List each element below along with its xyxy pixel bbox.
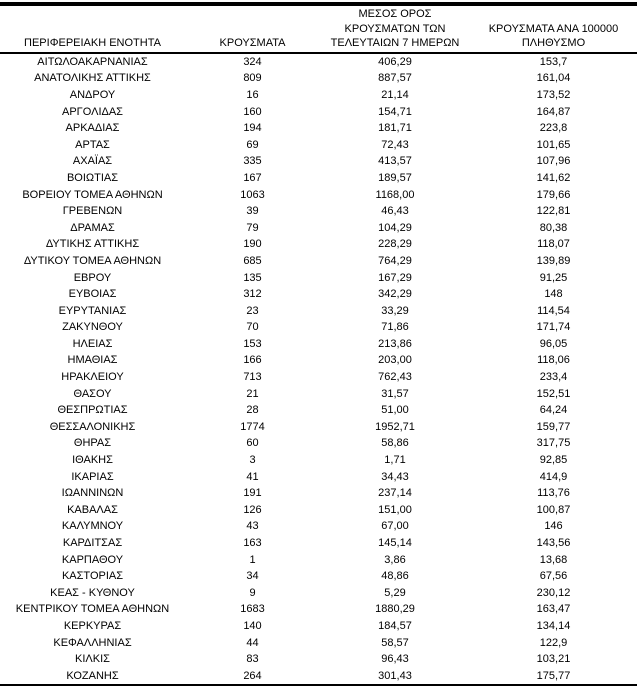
region-cell: ΙΩΑΝΝΙΝΩΝ [61,487,124,500]
table-row [0,635,637,652]
table-row [0,220,637,237]
region-cell: ΑΡΤΑΣ [75,138,110,151]
per100k-cell: 91,25 [539,271,568,284]
cases-cell: 264 [243,669,262,682]
per100k-cell: 13,68 [539,553,568,566]
per100k-cell: 118,06 [537,354,570,367]
table-row [0,236,637,253]
per100k-cell: 230,12 [536,586,571,599]
col-header-cases [185,4,320,53]
per100k-cell: 101,65 [536,138,571,151]
col-header-per100k-line1: ΚΡΟΥΣΜΑΤΑ ΑΝΑ 100000 [488,22,619,35]
cases-cell: 39 [246,205,259,218]
table-row [0,270,637,287]
cases-cell: 9 [249,586,256,599]
region-cell: ΙΘΑΚΗΣ [72,454,113,467]
cases-cell: 69 [246,138,259,151]
cases-cell: 83 [246,653,259,666]
region-cell: ΔΥΤΙΚΟΥ ΤΟΜΕΑ ΑΘΗΝΩΝ [23,254,162,267]
region-cell: ΘΗΡΑΣ [73,437,112,450]
avg7-cell: 1,71 [384,454,406,467]
avg7-cell: 213,86 [378,337,412,350]
per100k-cell: 233,4 [539,371,568,384]
cases-cell: 312 [243,288,262,301]
cases-cell: 1063 [240,188,265,201]
cases-cell: 3 [249,454,256,467]
per100k-cell: 179,66 [536,188,571,201]
avg7-cell: 3,86 [384,553,406,566]
region-cell: ΚΑΡΔΙΤΣΑΣ [62,537,123,549]
col-header-region-label: ΠΕΡΙΦΕΡΕΙΑΚΗ ΕΝΟΤΗΤΑ [24,37,161,50]
cases-cell: 167 [243,171,262,184]
region-cell: ΚΑΛΥΜΝΟΥ [61,520,124,533]
per100k-cell: 173,52 [536,88,571,101]
avg7-cell: 184,57 [378,619,412,632]
avg7-cell: 51,00 [381,404,409,417]
per100k-cell: 122,81 [536,205,571,218]
cases-cell: 153 [243,337,262,350]
region-cell: ΚΕΑΣ - ΚΥΘΝΟΥ [50,586,135,599]
cases-cell: 324 [243,55,262,68]
table-row [0,668,637,686]
region-cell: ΑΝΔΡΟΥ [69,88,116,101]
region-cell: ΚΟΖΑΝΗΣ [66,669,119,682]
region-cell: ΘΑΣΟΥ [73,387,112,400]
avg7-cell: 21,14 [381,88,409,101]
table-header [0,4,637,53]
cases-cell: 1683 [240,603,265,616]
cases-cell: 21 [246,387,259,400]
cases-cell: 166 [243,354,262,367]
per100k-cell: 148 [544,288,563,301]
per100k-cell: 161,04 [536,72,571,85]
table-row [0,286,637,303]
cases-cell: 28 [246,404,259,417]
cases-cell: 16 [246,88,259,101]
region-cell: ΚΑΣΤΟΡΙΑΣ [61,570,124,583]
table-row [0,618,637,635]
avg7-cell: 764,29 [378,254,412,267]
table-row [0,601,637,618]
per100k-cell: 159,77 [536,420,571,433]
per100k-cell: 64,24 [539,404,568,417]
table-row [0,518,637,535]
cases-cell: 713 [243,371,262,384]
cases-cell: 685 [243,254,262,267]
avg7-cell: 413,57 [378,155,412,168]
avg7-cell: 228,29 [378,238,412,251]
region-cell: ΗΜΑΘΙΑΣ [67,354,118,367]
per100k-cell: 103,21 [536,653,571,666]
region-cell: ΗΡΑΚΛΕΙΟΥ [61,371,124,384]
per100k-cell: 67,56 [539,570,568,583]
region-cell: ΔΡΑΜΑΣ [70,221,115,234]
avg7-cell: 1880,29 [375,603,415,616]
table-row [0,435,637,452]
avg7-cell: 762,43 [378,371,412,384]
per100k-cell: 164,87 [536,105,571,118]
cases-cell: 34 [246,570,259,583]
col-header-avg7days-line3: ΤΕΛΕΥΤΑΙΩΝ 7 ΗΜΕΡΩΝ [330,37,460,50]
cases-cell: 809 [243,72,262,85]
regional-cases-table [0,2,637,686]
col-header-avg7days-line1: ΜΕΣΟΣ ΟΡΟΣ [358,8,432,20]
table-row [0,137,637,154]
cases-cell: 1774 [240,420,265,433]
table-row [0,87,637,104]
per100k-cell: 163,47 [536,603,571,616]
per100k-cell: 134,14 [536,619,571,632]
table-row [0,502,637,519]
cases-cell: 60 [246,437,259,450]
region-cell: ΚΑΒΑΛΑΣ [67,503,118,516]
region-cell: ΔΥΤΙΚΗΣ ΑΤΤΙΚΗΣ [45,238,140,251]
col-header-avg7days-line2: ΚΡΟΥΣΜΑΤΩΝ ΤΩΝ [344,22,446,35]
table-row [0,452,637,469]
cases-cell: 191 [243,487,262,500]
avg7-cell: 1952,71 [375,420,415,433]
cases-cell: 44 [246,636,259,649]
cases-cell: 43 [246,520,259,533]
cases-cell: 190 [243,238,262,251]
avg7-cell: 1168,00 [375,188,415,201]
per100k-cell: 118,07 [537,238,570,251]
table-row [0,153,637,170]
region-cell: ΚΕΡΚΥΡΑΣ [63,619,122,632]
table-row [0,336,637,353]
avg7-cell: 67,00 [381,520,409,533]
avg7-cell: 887,57 [378,72,412,85]
table-row [0,535,637,552]
region-cell: ΕΥΒΟΙΑΣ [68,288,117,301]
per100k-cell: 92,85 [539,454,568,467]
per100k-cell: 223,8 [539,122,568,135]
avg7-cell: 237,14 [378,487,412,500]
region-cell: ΑΡΚΑΔΙΑΣ [65,122,120,135]
avg7-cell: 48,86 [381,570,409,583]
cases-cell: 163 [243,537,262,549]
cases-cell: 335 [243,155,262,168]
region-cell: ΕΥΡΥΤΑΝΙΑΣ [58,304,127,317]
avg7-cell: 406,29 [378,55,412,68]
avg7-cell: 58,86 [381,437,409,450]
cases-cell: 23 [246,304,259,317]
table-row [0,319,637,336]
region-cell: ΙΚΑΡΙΑΣ [71,470,114,483]
per100k-cell: 114,54 [537,304,570,317]
avg7-cell: 154,71 [378,105,412,118]
cases-cell: 160 [243,105,262,118]
cases-cell: 126 [243,503,262,516]
region-cell: ΒΟΡΕΙΟΥ ΤΟΜΕΑ ΑΘΗΝΩΝ [22,188,163,201]
col-header-per100k [470,4,637,53]
per100k-cell: 171,74 [536,321,571,334]
table-row [0,585,637,602]
region-cell: ΑΡΓΟΛΙΔΑΣ [62,105,123,118]
avg7-cell: 58,57 [381,636,409,649]
table-row [0,386,637,403]
per100k-cell: 414,9 [539,470,568,483]
per100k-cell: 80,38 [539,221,568,234]
table-row [0,253,637,270]
region-cell: ΚΑΡΠΑΘΟΥ [61,553,124,566]
region-cell: ΑΝΑΤΟΛΙΚΗΣ ΑΤΤΙΚΗΣ [34,72,151,85]
per100k-cell: 143,56 [536,537,571,549]
col-header-per100k-line2: ΠΛΗΘΥΣΜΟ [521,37,586,50]
avg7-cell: 145,14 [378,537,412,549]
region-cell: ΓΡΕΒΕΝΩΝ [62,205,123,218]
avg7-cell: 181,71 [378,122,412,135]
region-cell: ΑΙΤΩΛΟΑΚΑΡΝΑΝΙΑΣ [37,55,148,68]
per100k-cell: 107,96 [536,155,571,168]
avg7-cell: 72,43 [381,138,409,151]
per100k-cell: 317,75 [536,437,571,450]
table-row [0,187,637,204]
cases-cell: 79 [246,221,259,234]
per100k-cell: 175,77 [536,669,571,682]
region-cell: ΚΙΛΚΙΣ [75,653,110,666]
avg7-cell: 203,00 [378,354,412,367]
avg7-cell: 151,00 [378,503,412,516]
per100k-cell: 153,7 [539,55,568,68]
region-cell: ΕΒΡΟΥ [73,271,112,284]
table-row [0,170,637,187]
table-row [0,485,637,502]
table-header-row [0,4,637,53]
avg7-cell: 301,43 [378,669,412,682]
cases-cell: 41 [246,470,259,483]
table-row [0,402,637,419]
col-header-avg7days [320,4,470,53]
table-row [0,469,637,486]
avg7-cell: 96,43 [381,653,409,666]
table-row [0,369,637,386]
region-cell: ΘΕΣΠΡΩΤΙΑΣ [57,404,128,417]
region-cell: ΖΑΚΥΝΘΟΥ [62,321,123,334]
table-row [0,70,637,87]
table-row [0,104,637,121]
avg7-cell: 5,29 [384,586,406,599]
region-cell: ΚΕΦΑΛΛΗΝΙΑΣ [53,636,132,649]
region-cell: ΘΕΣΣΑΛΟΝΙΚΗΣ [49,420,136,433]
per100k-cell: 139,89 [536,254,571,267]
table-row [0,651,637,668]
table-row [0,568,637,585]
region-cell: ΗΛΕΙΑΣ [72,337,113,350]
cases-cell: 194 [243,122,262,135]
table-row [0,303,637,320]
per100k-cell: 152,51 [536,387,571,400]
per100k-cell: 113,76 [537,487,570,500]
avg7-cell: 71,86 [381,321,409,334]
table-row [0,53,637,71]
per100k-cell: 100,87 [536,503,571,516]
cases-cell: 135 [243,271,262,284]
cases-cell: 70 [246,321,259,334]
table-row [0,352,637,369]
avg7-cell: 33,29 [381,304,409,317]
cases-cell: 140 [243,619,262,632]
per100k-cell: 122,9 [539,636,568,649]
avg7-cell: 46,43 [381,205,409,218]
table-body [0,53,637,686]
region-cell: ΒΟΙΩΤΙΑΣ [66,171,119,184]
avg7-cell: 189,57 [378,171,412,184]
col-header-region [0,4,185,53]
per100k-cell: 141,62 [536,171,571,184]
avg7-cell: 342,29 [378,288,412,301]
per100k-cell: 96,05 [539,337,568,350]
table-row [0,120,637,137]
cases-cell: 1 [249,553,256,566]
avg7-cell: 104,29 [378,221,412,234]
avg7-cell: 31,57 [381,387,409,400]
table-row [0,419,637,436]
avg7-cell: 34,43 [381,470,409,483]
per100k-cell: 146 [544,520,563,533]
avg7-cell: 167,29 [378,271,412,284]
table-row [0,552,637,569]
region-cell: ΚΕΝΤΡΙΚΟΥ ΤΟΜΕΑ ΑΘΗΝΩΝ [15,603,170,616]
region-cell: ΑΧΑΪΑΣ [72,155,113,168]
table-row [0,203,637,220]
col-header-cases-label: ΚΡΟΥΣΜΑΤΑ [219,37,286,50]
